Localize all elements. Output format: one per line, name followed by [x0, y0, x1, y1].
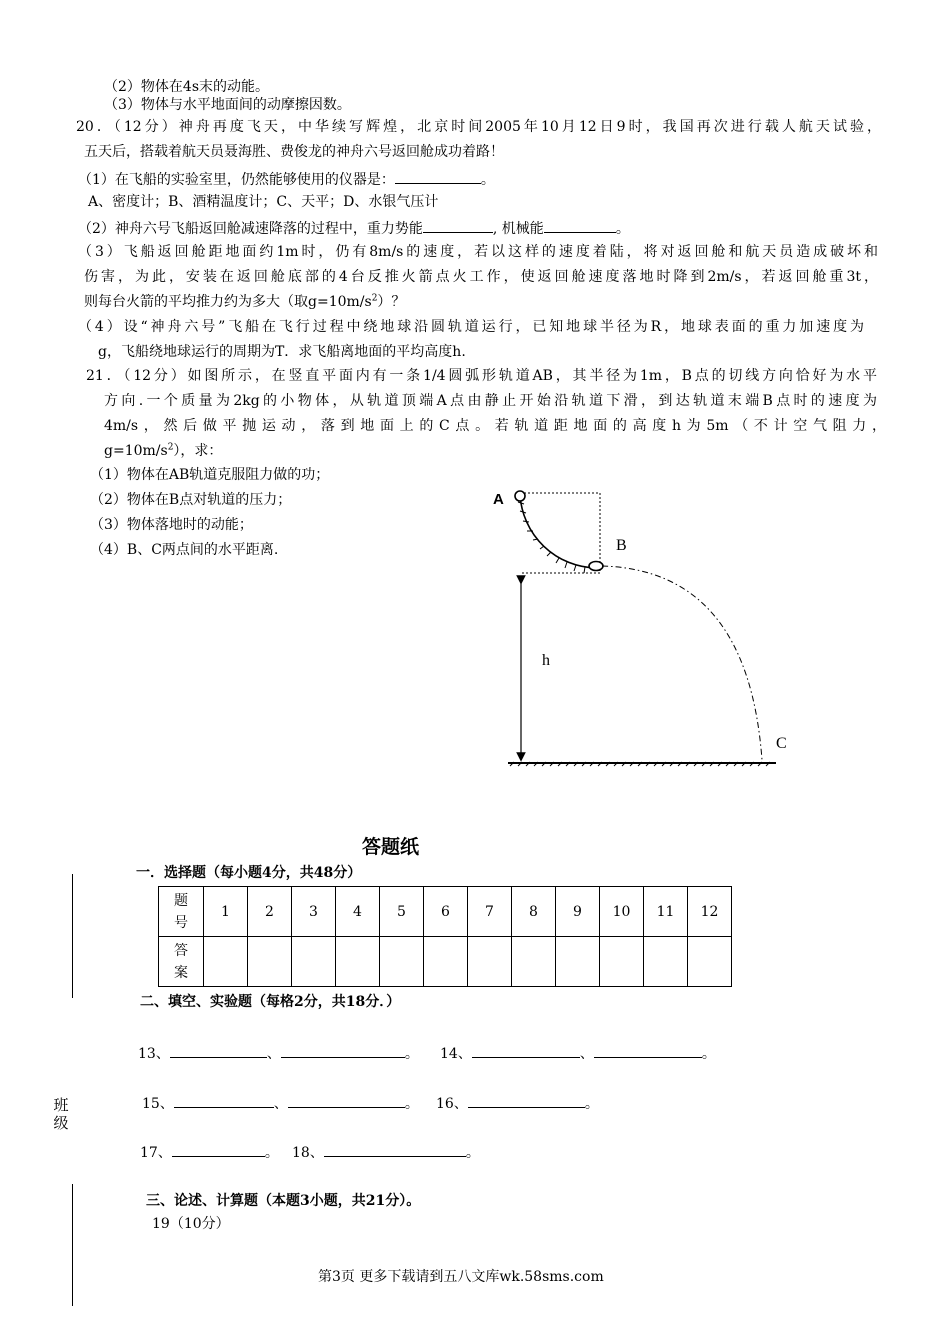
blank-14a[interactable]	[472, 1043, 580, 1058]
margin-line-bottom	[72, 1184, 73, 1306]
answer-cell[interactable]	[644, 937, 688, 987]
label-b: B	[616, 537, 627, 554]
q19-answer-label: 19（10分）	[152, 1216, 230, 1232]
blank-16[interactable]	[468, 1093, 585, 1108]
answer-cell[interactable]	[204, 937, 248, 987]
q21-part3: （3）物体落地时的动能；	[90, 517, 253, 533]
q20-part3-sup: 2	[371, 293, 378, 304]
question-number: 9	[556, 887, 600, 937]
label-17: 17、	[140, 1145, 172, 1161]
question-number: 4	[336, 887, 380, 937]
page-footer: 第3页 更多下载请到五八文库wk.58sms.com	[318, 1269, 604, 1285]
label-c: C	[776, 735, 787, 752]
q20-options: A、密度计；B、酒精温度计；C、天平；D、水银气压计	[88, 194, 439, 210]
question-number: 1	[204, 887, 248, 937]
answer-row-label	[159, 937, 204, 987]
end: 。	[404, 1046, 419, 1062]
blank-15a[interactable]	[174, 1093, 274, 1108]
q21-line2: 方向.一个质量为2kg的小物体，从轨道顶端A点由静止开始沿轨道下滑，到达轨道末端B点时的速度为	[104, 393, 877, 409]
q20-line2: 五天后，搭载着航天员聂海胜、费俊龙的神舟六号返回舱成功着路！	[84, 144, 504, 160]
fill-row-15	[142, 1093, 419, 1113]
answer-grid-number-row	[159, 887, 732, 937]
answer-cell[interactable]	[292, 937, 336, 987]
question-number: 3	[292, 887, 336, 937]
q21-line1: 21．（12分）如图所示，在竖直平面内有一条1/4圆弧形轨道AB，其半径为1m，B点的切线方向恰好为水平	[86, 368, 877, 384]
q20-line1: 20．（12分）神舟再度飞天，中华续写辉煌，北京时间2005年10月12日9时，我国再次进行载人航天试验，	[76, 119, 881, 135]
label-top: 答	[174, 942, 188, 959]
label-15: 15、	[142, 1096, 174, 1112]
label-14: 14、	[440, 1046, 472, 1062]
question-number: 11	[644, 887, 688, 937]
question-number: 6	[424, 887, 468, 937]
fill-row-13-14	[138, 1043, 419, 1063]
blank-14b[interactable]	[594, 1043, 702, 1058]
q21-line4-text: g=10m/s	[104, 443, 168, 459]
q20-part1	[78, 169, 495, 189]
q20-part3-line2: 伤害，为此，安装在返回舱底部的4台反推火箭点火工作，使返回舱速度落地时降到2m/s，若返回舱重3t，	[84, 269, 878, 285]
answer-cell[interactable]	[424, 937, 468, 987]
answer-cell[interactable]	[688, 937, 732, 987]
q21-part1: （1）物体在AB轨道克服阻力做的功；	[90, 467, 330, 483]
track-diagram	[480, 480, 800, 775]
answer-grid-answer-row	[159, 937, 732, 987]
answer-cell[interactable]	[512, 937, 556, 987]
section2-heading: 二、填空、实验题（每格2分，共18分．）	[140, 994, 401, 1010]
q21-line4-end: ），求：	[173, 443, 223, 459]
number-row-label	[159, 887, 204, 937]
question-number: 5	[380, 887, 424, 937]
blank-18[interactable]	[324, 1142, 466, 1157]
label-bottom: 号	[174, 914, 188, 931]
question-number: 10	[600, 887, 644, 937]
q20-part1-blank[interactable]	[395, 169, 481, 184]
q21-line4	[104, 442, 222, 460]
label-bottom: 案	[174, 964, 188, 981]
q20-part2-end: 。	[615, 221, 630, 237]
section3-heading: 三、论述、计算题（本题3小题，共21分）。	[146, 1193, 421, 1209]
fill-row-14	[440, 1043, 716, 1063]
sep: 、	[273, 1096, 288, 1112]
label-16: 16、	[436, 1096, 468, 1112]
question-number: 7	[468, 887, 512, 937]
ball-at-b	[589, 562, 603, 571]
q21-part4: （4）B、C两点间的水平距离.	[90, 542, 279, 558]
q20-part1-text: （1）在飞船的实验室里，仍然能够使用的仪器是：	[78, 172, 395, 188]
q21-line3: 4m/s，然后做平抛运动，落到地面上的C点。若轨道距地面的高度h为5m（不计空气阻力，	[104, 418, 886, 434]
q20-part3-line3-text: 则每台火箭的平均推力约为多大（取g=10m/s	[84, 294, 372, 310]
label-a: A	[493, 491, 504, 508]
answer-cell[interactable]	[380, 937, 424, 987]
q19-part2: （2）物体在4s末的动能。	[104, 79, 269, 95]
end: 。	[264, 1145, 279, 1161]
end: 。	[701, 1046, 716, 1062]
question-number: 8	[512, 887, 556, 937]
fill-row-17-18	[140, 1142, 279, 1162]
margin-line-top	[72, 874, 73, 998]
blank-17[interactable]	[172, 1142, 265, 1157]
fill-row-16	[436, 1093, 599, 1113]
answer-cell[interactable]	[248, 937, 292, 987]
label-top: 题	[174, 892, 188, 909]
q20-part3-line3-end: ）？	[377, 294, 406, 310]
answer-cell[interactable]	[468, 937, 512, 987]
question-number: 12	[688, 887, 732, 937]
blank-13a[interactable]	[170, 1043, 267, 1058]
q20-part2	[78, 218, 630, 238]
question-number: 2	[248, 887, 292, 937]
ball-at-a	[515, 491, 525, 501]
q20-part4-line2: g，飞船绕地球运行的周期为T．求飞船离地面的平均高度h.	[98, 344, 466, 360]
answer-grid	[158, 886, 732, 987]
blank-13b[interactable]	[281, 1043, 405, 1058]
answer-cell[interactable]	[556, 937, 600, 987]
q20-part2-blank2[interactable]	[544, 218, 616, 233]
q19-part3: （3）物体与水平地面间的动摩擦因数。	[104, 97, 351, 113]
q20-part2-mid: , 机械能	[492, 221, 544, 237]
end: 。	[465, 1145, 480, 1161]
q20-part3-line1: （3）飞船返回舱距地面约1m时，仍有8m/s的速度，若以这样的速度着陆，将对返回舱和航天员造成破坏和	[78, 244, 878, 260]
label-h: h	[542, 652, 550, 669]
q20-part4-line1: （4）设“神舟六号”飞船在飞行过程中绕地球沿圆轨道运行，已知地球半径为R，地球表面的重力加速度为	[78, 319, 864, 335]
q20-part1-end: 。	[480, 172, 495, 188]
q21-line4-sup: 2	[167, 442, 174, 453]
blank-15b[interactable]	[288, 1093, 405, 1108]
q20-part2-blank1[interactable]	[423, 218, 493, 233]
sep: 、	[579, 1046, 594, 1062]
answer-sheet-title: 答题纸	[362, 836, 420, 858]
projectile-path	[602, 566, 762, 760]
label-18: 18、	[292, 1145, 324, 1161]
answer-cell[interactable]	[600, 937, 644, 987]
q20-part2-text: （2）神舟六号飞船返回舱减速降落的过程中，重力势能	[78, 221, 423, 237]
class-label: 班级	[53, 1096, 69, 1132]
q21-part2: （2）物体在B点对轨道的压力；	[90, 492, 292, 508]
track-hatching	[518, 502, 585, 573]
answer-cell[interactable]	[336, 937, 380, 987]
end: 。	[404, 1096, 419, 1112]
fill-row-18	[292, 1142, 480, 1162]
end: 。	[584, 1096, 599, 1112]
sep: 、	[266, 1046, 281, 1062]
q20-part3-line3	[84, 293, 405, 311]
section1-heading: 一．选择题（每小题4分，共48分）	[136, 865, 362, 881]
label-13: 13、	[138, 1046, 170, 1062]
